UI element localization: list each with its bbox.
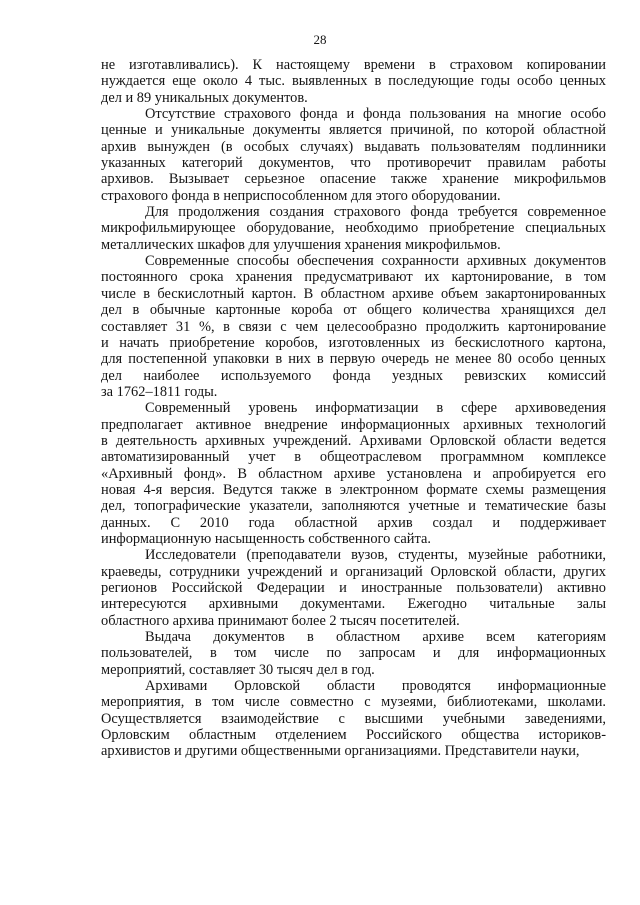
- text-line: указанных категорий документов, что противоречит правилам работы: [101, 155, 606, 172]
- text-line: Отсутствие страхового фонда и фонда пользования на многие особо: [145, 106, 606, 123]
- text-line: архив вынужден (в особых случаях) выдавать пользователям подлинники: [101, 138, 606, 155]
- text-line: Орловским областным отделением Российского общества историков-: [101, 727, 606, 744]
- paragraph: [101, 57, 606, 106]
- page-number: 28: [313, 32, 327, 47]
- paragraph: [101, 204, 606, 253]
- paragraph: [101, 106, 606, 204]
- text-line: информационную насыщенность собственного сайта.: [101, 530, 431, 547]
- text-line: предполагает активное внедрение информационных архивных технологий: [101, 416, 606, 433]
- text-line: Архивами Орловской области проводятся информационные: [145, 678, 606, 695]
- text-line: «Архивный фонд». В областном архиве установлена и апробируется его: [101, 465, 606, 482]
- text-line: дел и 89 уникальных документов.: [101, 89, 308, 106]
- text-line: регионов Российской Федерации и иностранные пользователи) активно: [101, 580, 606, 596]
- paragraph: [101, 400, 606, 547]
- text-line: за 1762–1811 годы.: [101, 383, 218, 400]
- body-text: [101, 57, 606, 760]
- text-line: постоянного срока хранения предусматривают их картонирование, в том: [101, 269, 606, 286]
- paragraph: [101, 253, 606, 400]
- text-line: мероприятия, в том числе совместно с музеями, библиотеками, школами.: [101, 694, 606, 711]
- text-line: пользователей, в том числе по запросам и для информационных: [101, 645, 606, 662]
- text-line: Исследователи (преподаватели вузов, студенты, музейные работники,: [145, 547, 606, 564]
- text-line: микрофильмирующее оборудование, необходимо приобретение специальных: [101, 220, 606, 237]
- text-line: ценные и уникальные документы является причиной, по которой областной: [101, 122, 606, 139]
- text-line: новая 4-я версия. Ведутся также в электронном формате схемы размещения: [101, 481, 606, 498]
- text-line: Для продолжения создания страхового фонда требуется современное: [145, 204, 606, 221]
- text-line: дел, топографические указатели, заполняются учетные и тематические базы: [101, 498, 606, 515]
- text-line: краеведы, сотрудники учреждений и организаций Орловской области, других: [101, 563, 606, 580]
- paragraph: [101, 547, 606, 629]
- text-line: Современные способы обеспечения сохранности архивных документов: [145, 253, 606, 270]
- text-line: составляет 31 %, в связи с чем целесообразно продолжить картонирование: [101, 318, 606, 335]
- text-line: интересуются архивными документами. Ежегодно читальные залы: [101, 596, 606, 613]
- text-line: Выдача документов в областном архиве всем категориям: [145, 629, 606, 646]
- paragraph: [101, 678, 606, 760]
- paragraph: [101, 629, 606, 678]
- text-line: числе в бескислотный картон. В областном архиве объем закартонированных: [101, 285, 606, 302]
- text-line: не изготавливались). К настоящему времени в страховом копировании: [101, 57, 606, 73]
- text-line: областного архива принимают более 2 тысяч посетителей.: [101, 612, 460, 629]
- text-line: и начать приобретение коробов, изготовленных из бескислотного картона,: [101, 334, 606, 351]
- text-line: дел наиболее используемого фонда уездных ревизских комиссий: [101, 367, 606, 384]
- text-line: автоматизированный учет в общеотраслевом программном комплексе: [101, 449, 606, 466]
- text-line: металлических шкафов для улучшения хранения микрофильмов.: [101, 236, 501, 253]
- text-line: данных. С 2010 года областной архив создал и поддерживает: [101, 514, 606, 531]
- text-line: дел в обычные картонные короба от общего количества хранящихся дел: [101, 302, 606, 319]
- text-line: мероприятий, составляет 30 тысяч дел в год.: [101, 661, 375, 678]
- text-line: Современный уровень информатизации в сфере архивоведения: [145, 400, 606, 417]
- text-line: архивов. Вызывает серьезное опасение также хранение микрофильмов: [101, 171, 606, 188]
- text-line: в деятельность архивных учреждений. Архивами Орловской области ведется: [101, 432, 606, 449]
- text-line: архивистов и другими общественными организациями. Представители науки,: [101, 743, 580, 760]
- text-line: нуждается еще около 4 тыс. выявленных в последующие годы особо ценных: [101, 73, 606, 90]
- text-line: для постепенной упаковки в них в первую очередь не менее 80 особо ценных: [101, 351, 606, 368]
- text-line: Осуществляется взаимодействие с высшими учебными заведениями,: [101, 710, 606, 727]
- text-line: страхового фонда в неприспособленном для этого оборудовании.: [101, 187, 501, 204]
